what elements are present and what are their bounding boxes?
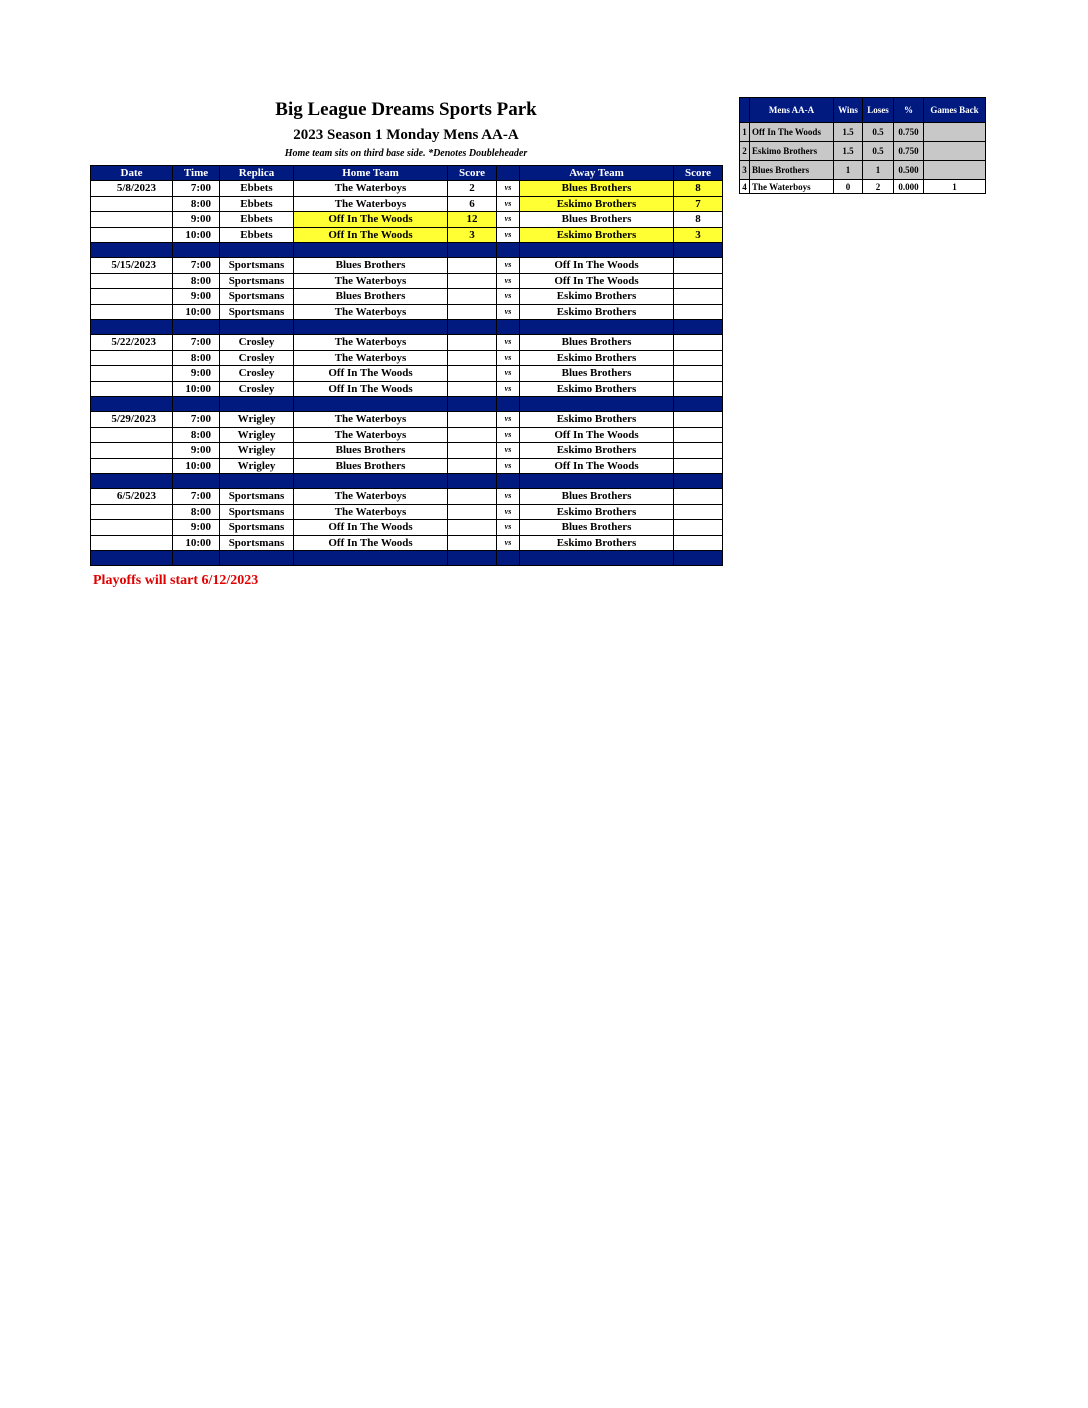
away-score bbox=[674, 520, 723, 536]
vs-label: vs bbox=[497, 335, 520, 351]
away-team: Blues Brothers bbox=[520, 366, 674, 382]
game-time: 8:00 bbox=[173, 427, 220, 443]
game-replica: Sportsmans bbox=[220, 535, 294, 551]
week-separator-row bbox=[91, 243, 723, 258]
home-team: The Waterboys bbox=[294, 504, 448, 520]
schedule-row bbox=[91, 273, 723, 289]
game-replica: Crosley bbox=[220, 366, 294, 382]
separator-cell bbox=[674, 474, 723, 489]
separator-cell bbox=[91, 551, 173, 566]
home-team: Off In The Woods bbox=[294, 520, 448, 536]
away-team: Blues Brothers bbox=[520, 489, 674, 505]
schedule-row bbox=[91, 381, 723, 397]
home-score bbox=[448, 489, 497, 505]
away-team: Eskimo Brothers bbox=[520, 504, 674, 520]
away-team: Eskimo Brothers bbox=[520, 304, 674, 320]
separator-cell bbox=[674, 551, 723, 566]
game-date bbox=[91, 273, 173, 289]
away-team: Off In The Woods bbox=[520, 273, 674, 289]
home-team: Blues Brothers bbox=[294, 258, 448, 274]
separator-cell bbox=[448, 320, 497, 335]
column-header-away-score: Score bbox=[674, 166, 723, 181]
away-score: 8 bbox=[674, 212, 723, 228]
game-replica: Wrigley bbox=[220, 443, 294, 459]
schedule-row bbox=[91, 412, 723, 428]
vs-label: vs bbox=[497, 535, 520, 551]
schedule-row bbox=[91, 366, 723, 382]
schedule-body bbox=[91, 181, 723, 566]
home-team: The Waterboys bbox=[294, 181, 448, 197]
separator-cell bbox=[173, 474, 220, 489]
game-date bbox=[91, 227, 173, 243]
home-team: Off In The Woods bbox=[294, 366, 448, 382]
home-team: Off In The Woods bbox=[294, 535, 448, 551]
home-score: 6 bbox=[448, 196, 497, 212]
standings-loses: 0.5 bbox=[863, 142, 894, 161]
away-team: Blues Brothers bbox=[520, 520, 674, 536]
separator-cell bbox=[497, 320, 520, 335]
home-team: The Waterboys bbox=[294, 350, 448, 366]
standings-header-rank bbox=[740, 98, 750, 123]
game-date bbox=[91, 350, 173, 366]
game-time: 9:00 bbox=[173, 443, 220, 459]
standings-rank: 3 bbox=[740, 161, 750, 180]
standings-loses: 0.5 bbox=[863, 123, 894, 142]
separator-cell bbox=[294, 320, 448, 335]
home-team-note: Home team sits on third base side. *Denotes Doubleheader bbox=[284, 148, 528, 159]
standings-wins: 1 bbox=[834, 161, 863, 180]
game-date bbox=[91, 196, 173, 212]
vs-label: vs bbox=[497, 381, 520, 397]
schedule-row bbox=[91, 258, 723, 274]
season-subtitle: 2023 Season 1 Monday Mens AA-A bbox=[293, 127, 519, 143]
game-time: 9:00 bbox=[173, 289, 220, 305]
column-header-home-score: Score bbox=[448, 166, 497, 181]
separator-cell bbox=[220, 397, 294, 412]
game-replica: Sportsmans bbox=[220, 489, 294, 505]
game-replica: Sportsmans bbox=[220, 273, 294, 289]
standings-games-back: 1 bbox=[924, 180, 986, 194]
away-score bbox=[674, 458, 723, 474]
separator-cell bbox=[220, 551, 294, 566]
game-time: 10:00 bbox=[173, 304, 220, 320]
schedule-row bbox=[91, 504, 723, 520]
game-time: 7:00 bbox=[173, 489, 220, 505]
away-score: 3 bbox=[674, 227, 723, 243]
away-score bbox=[674, 381, 723, 397]
home-score bbox=[448, 350, 497, 366]
game-replica: Ebbets bbox=[220, 227, 294, 243]
standings-table bbox=[739, 97, 986, 194]
home-team: The Waterboys bbox=[294, 273, 448, 289]
separator-cell bbox=[448, 474, 497, 489]
schedule-row bbox=[91, 443, 723, 459]
separator-cell bbox=[173, 551, 220, 566]
away-team: Blues Brothers bbox=[520, 335, 674, 351]
vs-label: vs bbox=[497, 427, 520, 443]
game-time: 9:00 bbox=[173, 366, 220, 382]
game-replica: Sportsmans bbox=[220, 504, 294, 520]
column-header-date: Date bbox=[91, 166, 173, 181]
separator-cell bbox=[497, 551, 520, 566]
standings-pct: 0.750 bbox=[894, 123, 924, 142]
standings-games-back bbox=[924, 123, 986, 142]
schedule-header-row bbox=[91, 166, 723, 181]
standings-header-row bbox=[740, 98, 986, 123]
column-header-replica: Replica bbox=[220, 166, 294, 181]
away-team: Off In The Woods bbox=[520, 427, 674, 443]
away-score: 8 bbox=[674, 181, 723, 197]
standings-row bbox=[740, 161, 986, 180]
away-team: Eskimo Brothers bbox=[520, 535, 674, 551]
separator-cell bbox=[520, 474, 674, 489]
game-date: 6/5/2023 bbox=[91, 489, 173, 505]
game-date: 5/8/2023 bbox=[91, 181, 173, 197]
game-date bbox=[91, 443, 173, 459]
away-score bbox=[674, 304, 723, 320]
home-score bbox=[448, 427, 497, 443]
game-date bbox=[91, 212, 173, 228]
separator-cell bbox=[91, 474, 173, 489]
game-time: 7:00 bbox=[173, 335, 220, 351]
schedule-row bbox=[91, 427, 723, 443]
home-team: Off In The Woods bbox=[294, 212, 448, 228]
standings-games-back bbox=[924, 142, 986, 161]
away-score bbox=[674, 258, 723, 274]
vs-label: vs bbox=[497, 227, 520, 243]
home-score bbox=[448, 335, 497, 351]
standings-team: Eskimo Brothers bbox=[750, 142, 834, 161]
home-score bbox=[448, 412, 497, 428]
home-team: The Waterboys bbox=[294, 489, 448, 505]
separator-cell bbox=[520, 320, 674, 335]
game-time: 8:00 bbox=[173, 196, 220, 212]
separator-cell bbox=[91, 397, 173, 412]
game-date: 5/22/2023 bbox=[91, 335, 173, 351]
separator-cell bbox=[173, 397, 220, 412]
game-time: 9:00 bbox=[173, 212, 220, 228]
home-score bbox=[448, 273, 497, 289]
game-date bbox=[91, 304, 173, 320]
home-score bbox=[448, 366, 497, 382]
separator-cell bbox=[448, 551, 497, 566]
home-score bbox=[448, 535, 497, 551]
vs-label: vs bbox=[497, 258, 520, 274]
column-header-time: Time bbox=[173, 166, 220, 181]
game-replica: Ebbets bbox=[220, 196, 294, 212]
game-date: 5/15/2023 bbox=[91, 258, 173, 274]
week-separator-row bbox=[91, 320, 723, 335]
standings-team: Blues Brothers bbox=[750, 161, 834, 180]
away-team: Eskimo Brothers bbox=[520, 443, 674, 459]
separator-cell bbox=[448, 397, 497, 412]
vs-label: vs bbox=[497, 458, 520, 474]
away-score bbox=[674, 504, 723, 520]
separator-cell bbox=[294, 474, 448, 489]
game-date bbox=[91, 504, 173, 520]
game-time: 7:00 bbox=[173, 258, 220, 274]
away-score bbox=[674, 366, 723, 382]
schedule-table bbox=[90, 165, 723, 566]
vs-label: vs bbox=[497, 412, 520, 428]
game-time: 8:00 bbox=[173, 504, 220, 520]
home-score: 2 bbox=[448, 181, 497, 197]
home-score bbox=[448, 289, 497, 305]
home-score bbox=[448, 304, 497, 320]
home-score bbox=[448, 443, 497, 459]
separator-cell bbox=[294, 397, 448, 412]
game-date bbox=[91, 520, 173, 536]
standings-body bbox=[740, 123, 986, 194]
standings-rank: 1 bbox=[740, 123, 750, 142]
game-replica: Sportsmans bbox=[220, 258, 294, 274]
away-score bbox=[674, 443, 723, 459]
game-replica: Ebbets bbox=[220, 181, 294, 197]
standings-row bbox=[740, 142, 986, 161]
vs-label: vs bbox=[497, 443, 520, 459]
game-date bbox=[91, 458, 173, 474]
standings-header-wins: Wins bbox=[834, 98, 863, 123]
game-time: 10:00 bbox=[173, 458, 220, 474]
standings-pct: 0.500 bbox=[894, 161, 924, 180]
away-team: Eskimo Brothers bbox=[520, 227, 674, 243]
schedule-row bbox=[91, 289, 723, 305]
vs-label: vs bbox=[497, 350, 520, 366]
schedule-row bbox=[91, 535, 723, 551]
separator-cell bbox=[173, 243, 220, 258]
separator-cell bbox=[220, 320, 294, 335]
schedule-row bbox=[91, 196, 723, 212]
away-team: Off In The Woods bbox=[520, 258, 674, 274]
game-time: 10:00 bbox=[173, 535, 220, 551]
game-time: 10:00 bbox=[173, 227, 220, 243]
column-header-home-team: Home Team bbox=[294, 166, 448, 181]
standings-wins: 1.5 bbox=[834, 123, 863, 142]
vs-label: vs bbox=[497, 289, 520, 305]
home-team: The Waterboys bbox=[294, 304, 448, 320]
home-score bbox=[448, 520, 497, 536]
schedule-row bbox=[91, 350, 723, 366]
standings-header-pct: % bbox=[894, 98, 924, 123]
home-score bbox=[448, 258, 497, 274]
standings-header-games-back: Games Back bbox=[924, 98, 986, 123]
vs-label: vs bbox=[497, 196, 520, 212]
schedule-row bbox=[91, 489, 723, 505]
vs-label: vs bbox=[497, 212, 520, 228]
home-score: 3 bbox=[448, 227, 497, 243]
home-score bbox=[448, 458, 497, 474]
home-team: Off In The Woods bbox=[294, 227, 448, 243]
home-score: 12 bbox=[448, 212, 497, 228]
away-score: 7 bbox=[674, 196, 723, 212]
away-score bbox=[674, 427, 723, 443]
game-replica: Wrigley bbox=[220, 412, 294, 428]
home-team: Blues Brothers bbox=[294, 443, 448, 459]
away-team: Eskimo Brothers bbox=[520, 412, 674, 428]
home-team: The Waterboys bbox=[294, 412, 448, 428]
separator-cell bbox=[91, 320, 173, 335]
vs-label: vs bbox=[497, 181, 520, 197]
week-separator-row bbox=[91, 397, 723, 412]
week-separator-row bbox=[91, 474, 723, 489]
home-score bbox=[448, 381, 497, 397]
column-header-away-team: Away Team bbox=[520, 166, 674, 181]
home-team: The Waterboys bbox=[294, 196, 448, 212]
standings-team: The Waterboys bbox=[750, 180, 834, 194]
standings-pct: 0.750 bbox=[894, 142, 924, 161]
standings-team: Off In The Woods bbox=[750, 123, 834, 142]
away-team: Blues Brothers bbox=[520, 212, 674, 228]
standings-header-loses: Loses bbox=[863, 98, 894, 123]
standings-rank: 2 bbox=[740, 142, 750, 161]
away-team: Blues Brothers bbox=[520, 181, 674, 197]
game-time: 8:00 bbox=[173, 350, 220, 366]
schedule-row bbox=[91, 458, 723, 474]
standings-loses: 2 bbox=[863, 180, 894, 194]
schedule-row bbox=[91, 304, 723, 320]
away-score bbox=[674, 350, 723, 366]
separator-cell bbox=[220, 243, 294, 258]
separator-cell bbox=[497, 397, 520, 412]
game-replica: Crosley bbox=[220, 335, 294, 351]
game-replica: Wrigley bbox=[220, 458, 294, 474]
separator-cell bbox=[448, 243, 497, 258]
standings-wins: 1.5 bbox=[834, 142, 863, 161]
standings-row bbox=[740, 180, 986, 194]
separator-cell bbox=[674, 397, 723, 412]
game-replica: Crosley bbox=[220, 381, 294, 397]
game-time: 7:00 bbox=[173, 181, 220, 197]
away-team: Eskimo Brothers bbox=[520, 196, 674, 212]
week-separator-row bbox=[91, 551, 723, 566]
standings-header-division: Mens AA-A bbox=[750, 98, 834, 123]
vs-label: vs bbox=[497, 504, 520, 520]
game-date bbox=[91, 366, 173, 382]
game-replica: Crosley bbox=[220, 350, 294, 366]
separator-cell bbox=[294, 551, 448, 566]
separator-cell bbox=[173, 320, 220, 335]
standings-wins: 0 bbox=[834, 180, 863, 194]
game-date bbox=[91, 535, 173, 551]
game-date bbox=[91, 289, 173, 305]
standings-row bbox=[740, 123, 986, 142]
game-replica: Sportsmans bbox=[220, 289, 294, 305]
separator-cell bbox=[674, 320, 723, 335]
separator-cell bbox=[497, 243, 520, 258]
separator-cell bbox=[520, 551, 674, 566]
game-replica: Ebbets bbox=[220, 212, 294, 228]
standings-loses: 1 bbox=[863, 161, 894, 180]
home-team: Off In The Woods bbox=[294, 381, 448, 397]
away-team: Eskimo Brothers bbox=[520, 289, 674, 305]
page-title: Big League Dreams Sports Park bbox=[275, 99, 537, 120]
vs-label: vs bbox=[497, 273, 520, 289]
playoffs-note: Playoffs will start 6/12/2023 bbox=[93, 573, 259, 588]
schedule-row bbox=[91, 181, 723, 197]
vs-label: vs bbox=[497, 366, 520, 382]
away-team: Eskimo Brothers bbox=[520, 381, 674, 397]
home-team: Blues Brothers bbox=[294, 458, 448, 474]
schedule-row bbox=[91, 212, 723, 228]
away-score bbox=[674, 335, 723, 351]
standings-games-back bbox=[924, 161, 986, 180]
game-date bbox=[91, 427, 173, 443]
away-score bbox=[674, 289, 723, 305]
schedule-row bbox=[91, 520, 723, 536]
game-replica: Wrigley bbox=[220, 427, 294, 443]
separator-cell bbox=[91, 243, 173, 258]
separator-cell bbox=[520, 397, 674, 412]
away-score bbox=[674, 489, 723, 505]
away-team: Off In The Woods bbox=[520, 458, 674, 474]
vs-label: vs bbox=[497, 304, 520, 320]
separator-cell bbox=[294, 243, 448, 258]
home-score bbox=[448, 504, 497, 520]
separator-cell bbox=[520, 243, 674, 258]
away-score bbox=[674, 535, 723, 551]
game-replica: Sportsmans bbox=[220, 304, 294, 320]
game-replica: Sportsmans bbox=[220, 520, 294, 536]
game-time: 8:00 bbox=[173, 273, 220, 289]
separator-cell bbox=[674, 243, 723, 258]
schedule-row bbox=[91, 335, 723, 351]
standings-rank: 4 bbox=[740, 180, 750, 194]
game-time: 9:00 bbox=[173, 520, 220, 536]
separator-cell bbox=[497, 474, 520, 489]
home-team: The Waterboys bbox=[294, 335, 448, 351]
column-header-vs bbox=[497, 166, 520, 181]
away-team: Eskimo Brothers bbox=[520, 350, 674, 366]
away-score bbox=[674, 273, 723, 289]
game-date: 5/29/2023 bbox=[91, 412, 173, 428]
separator-cell bbox=[220, 474, 294, 489]
schedule-row bbox=[91, 227, 723, 243]
standings-pct: 0.000 bbox=[894, 180, 924, 194]
game-time: 7:00 bbox=[173, 412, 220, 428]
away-score bbox=[674, 412, 723, 428]
game-date bbox=[91, 381, 173, 397]
vs-label: vs bbox=[497, 520, 520, 536]
home-team: The Waterboys bbox=[294, 427, 448, 443]
home-team: Blues Brothers bbox=[294, 289, 448, 305]
vs-label: vs bbox=[497, 489, 520, 505]
game-time: 10:00 bbox=[173, 381, 220, 397]
